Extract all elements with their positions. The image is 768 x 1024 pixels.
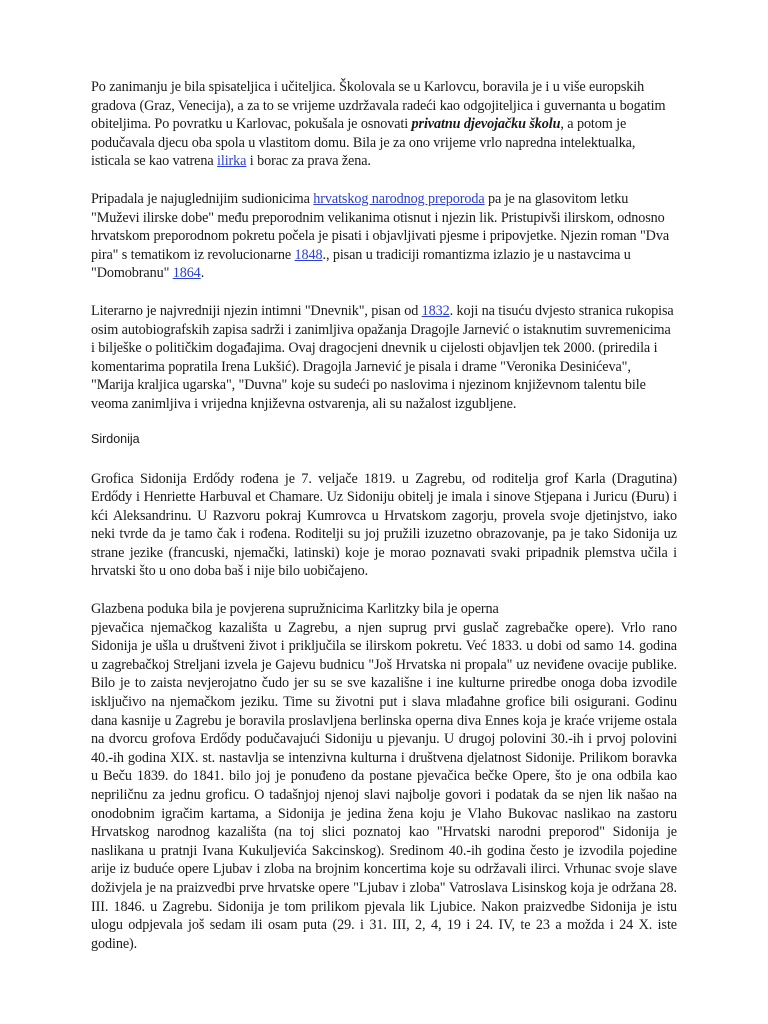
text-segment: , a potom je podučavala djecu oba spola u vlastitom domu. Bila je za ono vrijeme vrlo napredna intelektualka, isticala se kao vatrena — [91, 116, 636, 170]
text-segment: . — [200, 265, 205, 282]
paragraph-diary — [91, 302, 677, 414]
text-segment: i borac za prava žena. — [246, 153, 371, 170]
text-segment: . koji na tisuću dvjesto stranica rukopisa osim autobiografskih zapisa sadrži i zanimljiva opažanja Dragojle Jarnević o istaknutim suvremenicima i bilješke o političkim događajima. Ovaj dragocjeni dnevnik u cijelosti objavljen tek 2000. (priredila i komentarima popratila Irena Lukšić). Dragojla Jarnević je pisala i drame "Veronika Desinićeva", "Marija kraljica ugarska", "Duvna" koje su sudeći po naslovima i njezinom književnom talentu bile veoma zanimljiva i vrijedna književna ostvarenja, ali su nažalost izgubljene. — [91, 302, 674, 412]
link-year-1864[interactable]: 1864 — [172, 265, 201, 282]
emphasis-text: privatnu djevojačku školu — [411, 116, 561, 133]
link-year-1848[interactable]: 1848 — [294, 246, 323, 263]
text-segment: Literarno je najvredniji njezin intimni "Dnevnik", pisan od — [91, 302, 422, 319]
document-page — [91, 78, 677, 953]
text-segment: pa je na glasovitom letku "Muževi ilirske dobe" među preporodnim velikanima otisnut i njezin lik. Pristupivši ilirskom, odnosno hrvatskom preporodnom pokretu počela je pisati i objavljivati pjesme i pripovjetke. Njezin roman "Dva pira" s tematikom iz revolucionarne — [91, 190, 670, 263]
text-segment: Po zanimanju je bila spisateljica i učiteljica. Školovala se u Karlovcu, boravila je i u više europskih gradova (Graz, Venecija), a za to se vrijeme uzdržavala radeći kao odgojiteljica i guvernanta u bogatim obiteljima. Po povratku u Karlovac, pokušala je osnovati — [91, 79, 666, 133]
paragraph-occupation — [91, 78, 677, 171]
emphasis-private-school — [412, 116, 561, 132]
text-first-line: Glazbena poduka bila je povjerena supružnicima Karlitzky bila je operna — [91, 601, 499, 618]
link-year-1832[interactable]: 1832 — [421, 302, 450, 319]
text-body: pjevačica njemačkog kazališta u Zagrebu, a njen suprug prvi guslač zagrebačke opere). Vrlo rano Sidonija je ušla u društveni život i priključila se ilirskom pokretu. Već 1833. u dobi od samo 14. godina u zagrebačkoj Streljani izvela je Gajevu budnicu "Još Hrvatska ni propala" uz neviđene ovacije publike. Bilo je to zaista nevjerojatno čudo jer su se sve kazališne i ine kulturne priredbe onoga doba izvodile isključivo na njemačkom jeziku. Time su životni put i slava mlađahne grofice bili osigurani. Godinu dana kasnije u Zagrebu je boravila proslavljena berlinska operna diva Ennes koja je kraće vrijeme ostala na dvorcu grofova Erdődy podučavajući Sidoniju u pjevanju. U drugoj polovini 30.-ih i prvoj polovini 40.-ih godina XIX. st. nastavlja se intenzivna kulturna i društvena djelatnost Sidonije. Prilikom boravka u Beču 1839. do 1841. bilo joj je ponuđeno da postane pjevačica bečke Opere, što je ona odbila kao nepriličnu za jednu groficu. O tadašnjoj njenoj slavi najbolje govori i podatak da se njen lik našao na onodobnim igračim kartama, a Sidonija je jedina žena koju je Vlaho Bukovac naslikao na zastoru Hrvatskog narodnog kazališta (na toj slici poznatoj kao "Hrvatski narodni preporod" Sidonija je naslikana u pratnji Ivana Kukuljevića Sakcinskog). Sredinom 40.-ih godina često je izvodila pojedine arije iz buduće opere Ljubav i zloba na brojnim koncertima koje su održavali ilirci. Vrhunac svoje slave doživjela je na praizvedbi prve hrvatske opere "Ljubav i zloba" Vatroslava Lisinskog koja je održana 28. III. 1846. u Zagrebu. Sidonija je tom prilikom pjevala lik Ljubice. Nakon praizvedbe Sidonija je istu ulogu odpjevala još sedam ili osam puta (29. i 31. III, 2, 4, 19 i 24. IV, te 23 a možda i 24 X. iste godine). — [91, 619, 677, 952]
paragraph-music-training — [91, 600, 677, 953]
paragraph-sidonija-bio: Grofica Sidonija Erdődy rođena je 7. veljače 1819. u Zagrebu, od roditelja grof Karla (Dragutina) Erdődy i Henriette Harbuval et Chamare. Uz Sidoniju obitelj je imala i sinove Stjepana i Juricu (Đuru) i kći Aleksandrinu. U Razvoru pokraj Kumrovca u Hrvatskom zagorju, provela svoje djetinjstvo, iako neki tvrde da je tamo čak i rođena. Roditelji su joj pružili izuzetno obrazovanje, pa je tako Sidonija uz strane jezike (francuski, njemački, latinski) koje je morao poznavati svaki pripadnik plemstva učila i hrvatski što u ono doba baš i nije bilo uobičajeno. — [91, 470, 677, 580]
link-croatian-national-revival[interactable]: hrvatskog narodnog preporoda — [313, 190, 485, 207]
text-segment: ., pisan u tradiciji romantizma izlazio je u nastavcima u "Domobranu" — [91, 246, 631, 282]
section-heading: Sirdonija — [91, 431, 140, 446]
text-segment: Pripadala je najuglednijim sudionicima — [91, 190, 314, 207]
paragraph-revival — [91, 190, 677, 283]
link-ilirka[interactable]: ilirka — [217, 153, 247, 170]
